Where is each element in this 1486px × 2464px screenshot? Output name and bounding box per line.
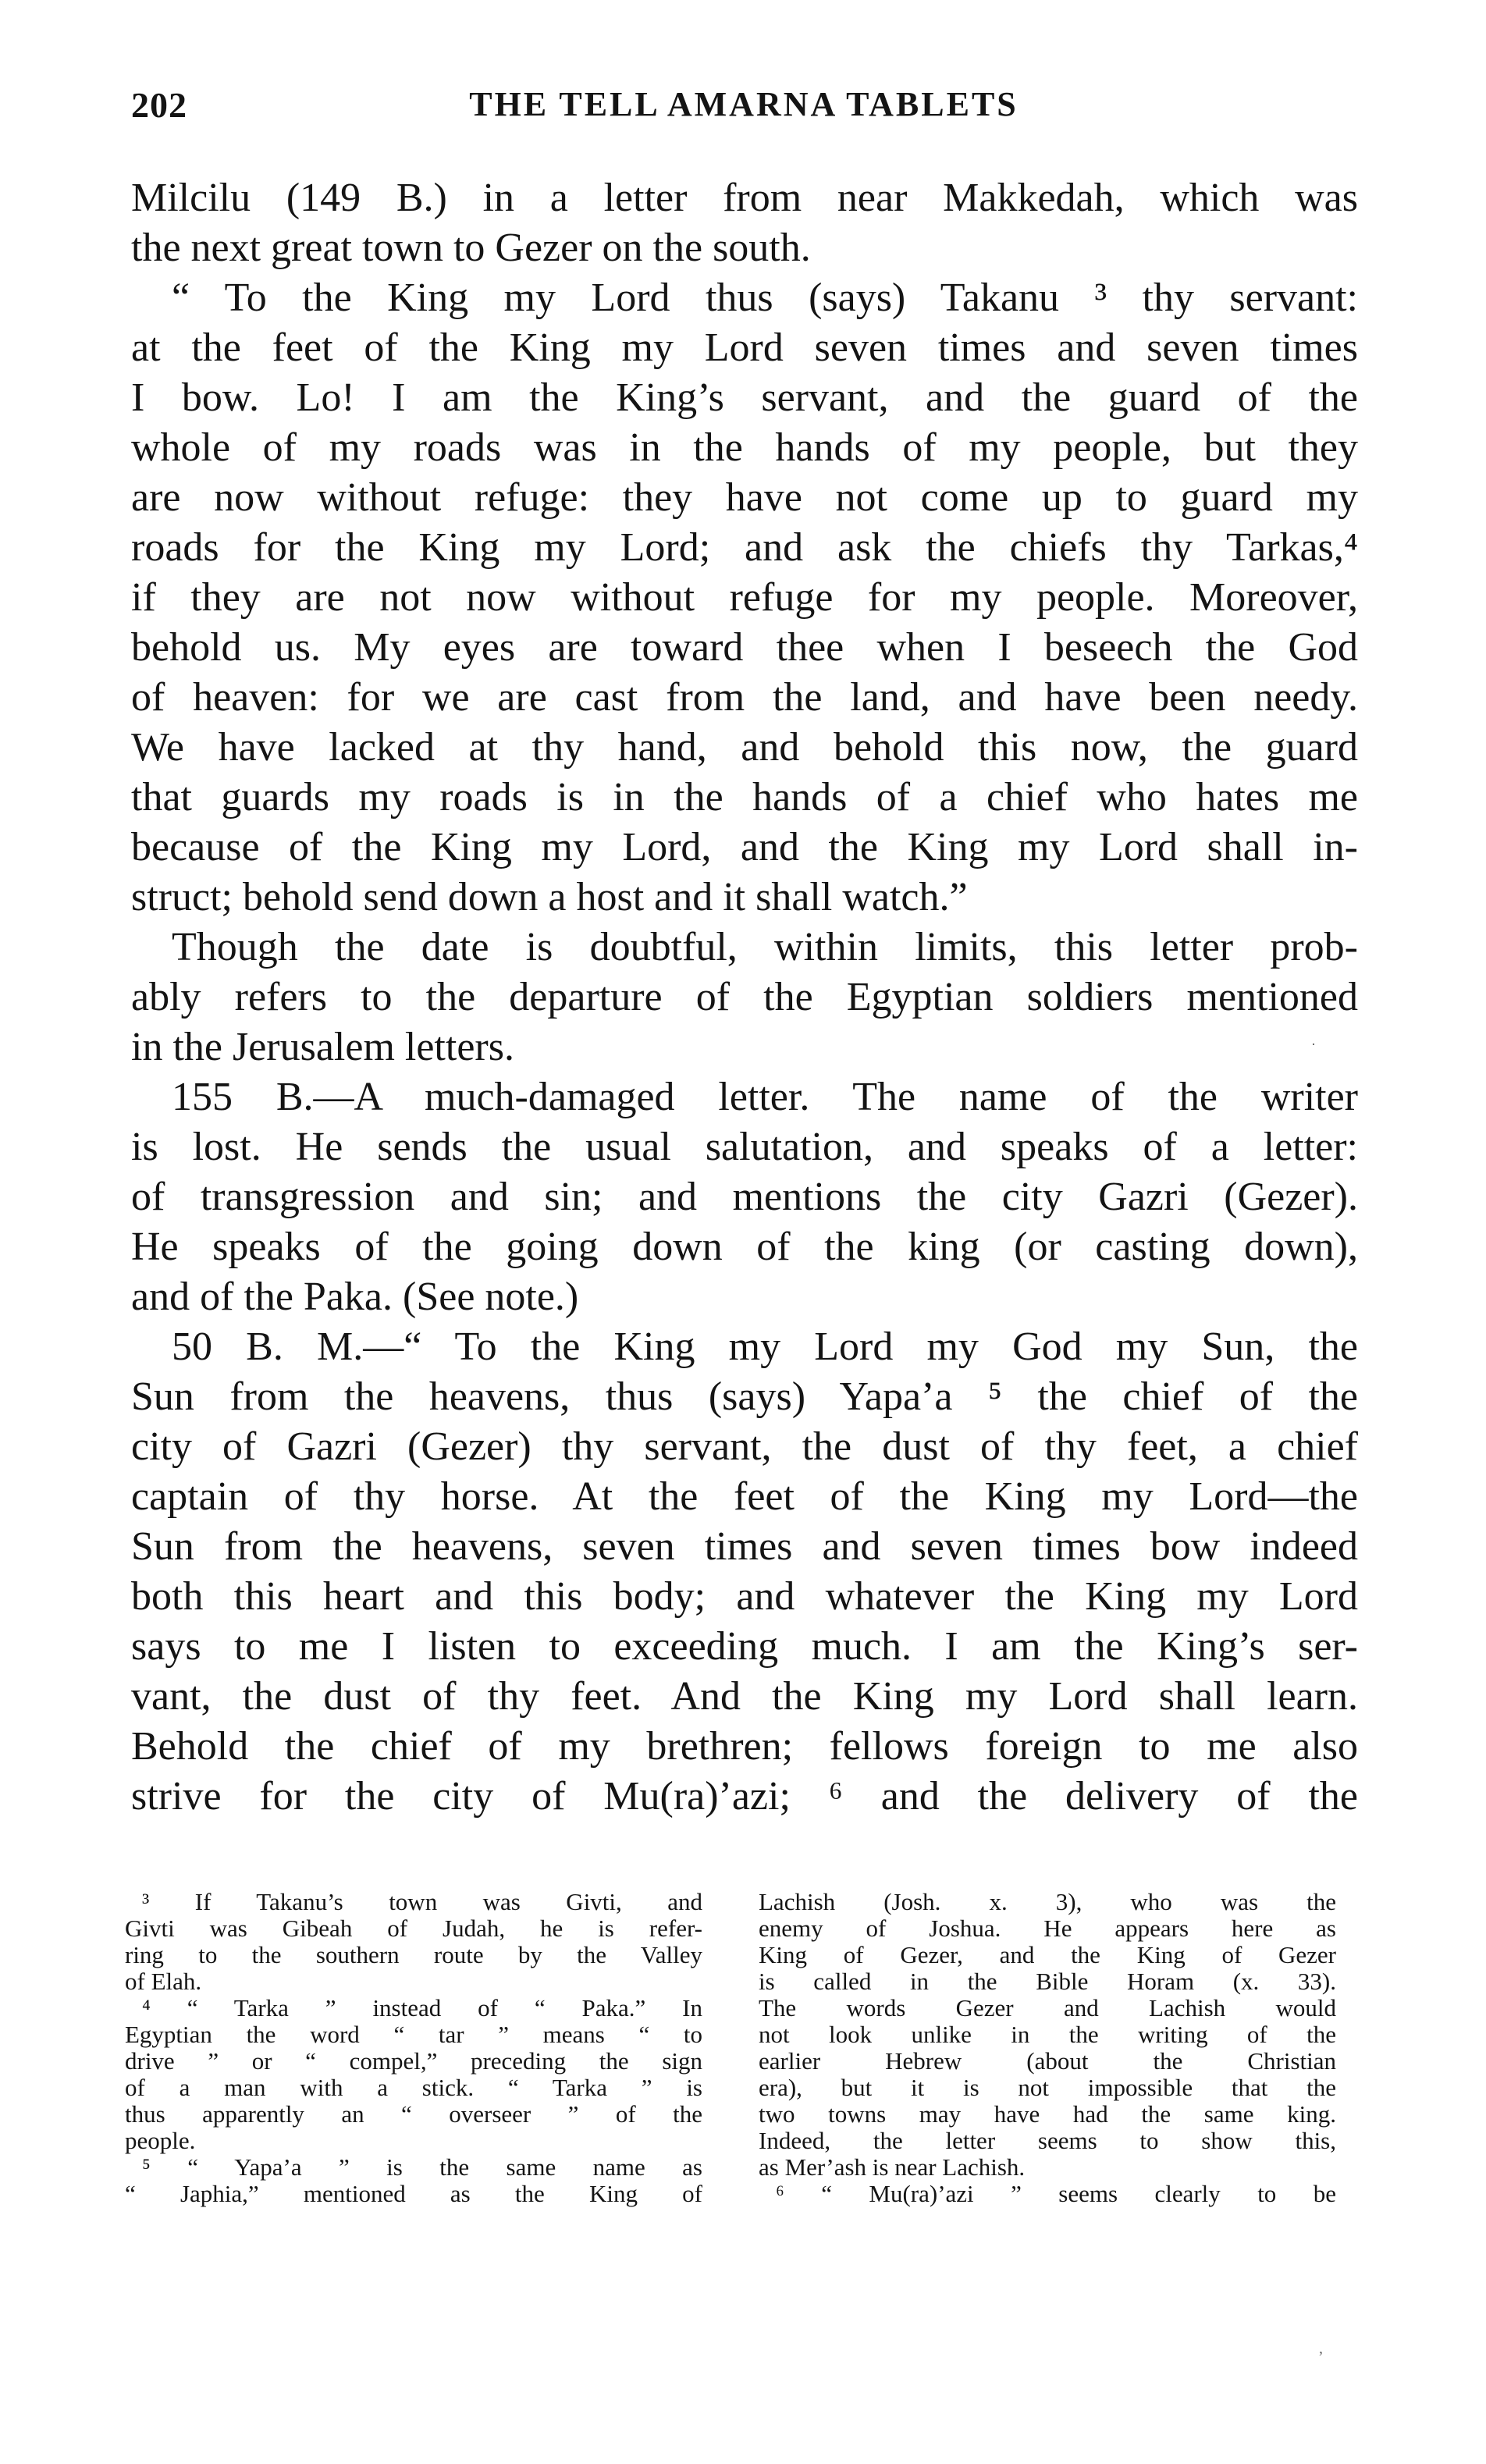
footnote-line: of a man with a stick. “ Tarka ” is [125, 2074, 702, 2101]
text-line: whole of my roads was in the hands of my people, but they [131, 425, 1358, 470]
text-line: behold us. My eyes are toward thee when I beseech the God [131, 625, 1358, 670]
text-line: roads for the King my Lord; and ask the chiefs thy Tarkas,⁴ [131, 525, 1358, 570]
footnote-line: not look unlike in the writing of the [759, 2021, 1336, 2048]
page-number: 202 [131, 85, 187, 125]
text-line: is lost. He sends the usual salutation, and speaks of a letter: [131, 1125, 1358, 1169]
footnotes [125, 1889, 1366, 2217]
text-line: at the feet of the King my Lord seven times and seven times [131, 325, 1358, 370]
footnote-line: era), but it is not impossible that the [759, 2074, 1336, 2101]
text-line: vant, the dust of thy feet. And the King my Lord shall learn. [131, 1674, 1358, 1719]
text-line: strive for the city of Mu(ra)’azi; ⁶ and the delivery of the [131, 1774, 1358, 1819]
footnote-line: Egyptian the word “ tar ” means “ to [125, 2021, 702, 2048]
footnote-line: of Elah. [125, 1968, 202, 1995]
text-line: 50 B. M.—“ To the King my Lord my God my Sun, the [172, 1324, 1358, 1369]
page-header: THE TELL AMARNA TABLETS [469, 85, 1019, 123]
text-line: both this heart and this body; and whatever the King my Lord [131, 1574, 1358, 1619]
footnote-line: ³ If Takanu’s town was Givti, and [142, 1888, 702, 1915]
footnotes-left-column [125, 1889, 702, 2207]
footnote-line: ⁵ “ Yapa’a ” is the same name as [142, 2153, 702, 2181]
footnote-line: ring to the southern route by the Valley [125, 1941, 702, 1968]
print-mark: , [1319, 2340, 1323, 2357]
text-line: Milcilu (149 B.) in a letter from near Makkedah, which was [131, 176, 1358, 220]
text-line: are now without refuge: they have not come up to guard my [131, 475, 1358, 520]
footnote-line: is called in the Bible Horam (x. 33). [759, 1968, 1336, 1995]
text-line: city of Gazri (Gezer) thy servant, the dust of thy feet, a chief [131, 1424, 1358, 1469]
text-line: captain of thy horse. At the feet of the King my Lord—the [131, 1474, 1358, 1519]
footnote-line: people. [125, 2127, 196, 2154]
text-line: because of the King my Lord, and the King my Lord shall in- [131, 825, 1358, 869]
text-line: if they are not now without refuge for my people. Moreover, [131, 575, 1358, 620]
text-line: Sun from the heavens, thus (says) Yapa’a ⁵ the chief of the [131, 1374, 1358, 1419]
text-line: says to me I listen to exceeding much. I am the King’s ser- [131, 1624, 1358, 1669]
text-line: the next great town to Gezer on the south. [131, 226, 811, 270]
footnotes-right-column [759, 1889, 1336, 2207]
footnote-line: Indeed, the letter seems to show this, [759, 2127, 1336, 2154]
footnote-line: thus apparently an “ overseer ” of the [125, 2100, 702, 2128]
text-line: that guards my roads is in the hands of a chief who hates me [131, 775, 1358, 820]
text-line: 155 B.—A much-damaged letter. The name of the writer [172, 1075, 1358, 1119]
text-line: struct; behold send down a host and it shall watch.” [131, 875, 968, 919]
text-line: in the Jerusalem letters. [131, 1025, 514, 1069]
footnote-line: The words Gezer and Lachish would [759, 1994, 1336, 2021]
print-speck: · [1311, 1036, 1316, 1052]
footnote-line: earlier Hebrew (about the Christian [759, 2047, 1336, 2075]
text-line: He speaks of the going down of the king (or casting down), [131, 1225, 1358, 1269]
footnote-line: “ Japhia,” mentioned as the King of [125, 2180, 702, 2207]
text-line: “ To the King my Lord thus (says) Takanu ³ thy servant: [172, 276, 1358, 320]
footnote-line: two towns may have had the same king. [759, 2100, 1336, 2128]
text-line: of heaven: for we are cast from the land, and have been needy. [131, 675, 1358, 720]
footnote-line: Lachish (Josh. x. 3), who was the [759, 1888, 1336, 1915]
text-line: Though the date is doubtful, within limits, this letter prob- [172, 925, 1358, 969]
footnote-line: King of Gezer, and the King of Gezer [759, 1941, 1336, 1968]
text-line: I bow. Lo! I am the King’s servant, and the guard of the [131, 375, 1358, 420]
footnote-line: ⁶ “ Mu(ra)’azi ” seems clearly to be [776, 2180, 1336, 2207]
text-line: ably refers to the departure of the Egyptian soldiers mentioned [131, 975, 1358, 1019]
footnote-line: drive ” or “ compel,” preceding the sign [125, 2047, 702, 2075]
text-line: and of the Paka. (See note.) [131, 1275, 579, 1319]
text-line: of transgression and sin; and mentions the city Gazri (Gezer). [131, 1175, 1358, 1219]
text-line: Behold the chief of my brethren; fellows foreign to me also [131, 1724, 1358, 1769]
text-line: We have lacked at thy hand, and behold this now, the guard [131, 725, 1358, 770]
footnote-line: enemy of Joshua. He appears here as [759, 1915, 1336, 1942]
footnote-line: ⁴ “ Tarka ” instead of “ Paka.” In [142, 1994, 702, 2021]
footnote-line: Givti was Gibeah of Judah, he is refer- [125, 1915, 702, 1942]
text-line: Sun from the heavens, seven times and seven times bow indeed [131, 1524, 1358, 1569]
running-head [131, 84, 1356, 139]
footnote-line: as Mer’ash is near Lachish. [759, 2153, 1026, 2181]
body-text [131, 173, 1358, 1822]
